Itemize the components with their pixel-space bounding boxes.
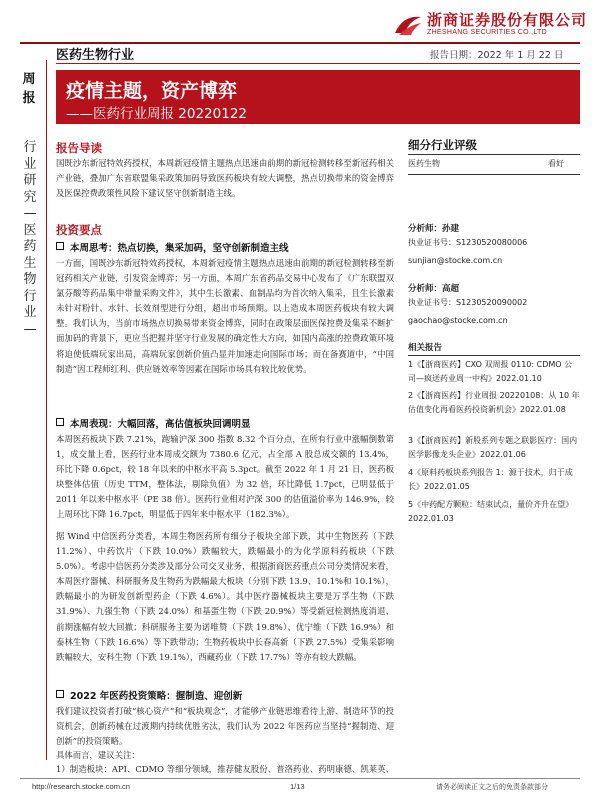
point3-text-3: 1）制造板块：API、CDMO 等细分领域，推荐健友股份、普洛药业、药明康德、凯莱英、 [56, 764, 394, 774]
point3-text-2: 具体而言，建议关注： [56, 750, 140, 760]
report-subtitle: ——医药行业周报 20220122 [66, 106, 248, 122]
bullet-icon [56, 242, 64, 250]
rating-sector: 医药生物 [408, 159, 440, 168]
point3-heading-text: 2022 年医药投资策略：握制造、迎创新 [70, 691, 243, 702]
points-heading: 投资要点 [56, 223, 102, 237]
bullet-icon [56, 690, 64, 698]
footer-url[interactable]: http://research.stocke.com.cn [32, 782, 130, 791]
company-name-en: ZHESHANG SECURITIES CO.,LTD [427, 29, 547, 36]
summary-text: 国既沙东新冠特效药授权，本周新冠疫情主题热点迅速由前期的新冠检测转移至新冠药相关产业链，叠加广东省联盟集采政策加码导致医药板块有较大调整，热点切换带来的资金博弈及医保控费政策性风险下建议坚守创新制造主线。 [56, 158, 394, 199]
footer-page-number: 1/13 [290, 782, 305, 791]
category-vertical-label: 行业研究—医药生物行业— [23, 140, 37, 337]
left-rule [46, 60, 47, 760]
point2-text-continued: 据 Wind 中信医药分类看，本周生物医药所有细分子板块全部下跌，其中生物医药（下跌 11.2%）、中药饮片（下跌 10.0%）跌幅较大，跌幅最小的为化学原料药板块（下跌 5.0%）。考虑中信医药分类涉及部分公司交叉业务，根据浙商医药重点公司分类情况来看，本周医疗器械、科研服务及生物药为跌幅最大板块（分别下跌 13.9、10.1%和 10.1%），跌幅最小的为研发创新型药企（下跌 4.6%）。其中医疗器械板块主要是万孚生物（下跌 31.9%）、九强生物（下跌 24.0%）和基蛋生物（下跌 20.9%）等受新冠检测热度消退、前期涨幅有较大回撤；科研服务主要为诺唯赞（下跌 19.8%）、优宁维（下跌 16.9%）和泰林生物（下跌 16.6%）等下跌带动；生物药板块中长春高新（下跌 27.5%）受集采影响跌幅较大，安科生物（下跌 19.1%），西藏药业（下跌 17.7%）等亦有较大跌幅。 [56, 531, 394, 662]
weekly-label: 周报 [22, 72, 36, 106]
related-item[interactable]: 3《【浙商医药】新股系列专题之联影医疗：国内医学影像龙头企业》2022.01.06 [408, 436, 578, 459]
point1-text: 一方面，国既沙东新冠特效药授权，本周新冠疫情主题热点迅速由前期的新冠检测转移至新冠药相关产业链，引发资金博弈；另一方面，本周广东省药品交易中心发布了《广东联盟双氯芬酸等药品集中带量采购文件》，其中生长激素、血制品均为首次纳入集采，且生长激素未针对粉针、水针、长效剂型进行分组，超出市场预期。以上造成本周医药板块有较大调整。我们认为，当前市场热点切换易带来资金博弈，同时在政策层面医保控费及集采不断扩面加码的背景下，更应当把握并坚守行业发展的确定性大方向，如国内高涨的控费政策环境将迫使低端玩家出局，高端玩家创新价值凸显并加速走向国际市场；而在备赛道中，“中国制造”因工程师红利、供应链效率等因素在国际市场具有较比较优势。 [56, 258, 394, 374]
point1-heading [56, 240, 289, 254]
company-logo [393, 12, 587, 37]
report-date: 报告日期：2022 年 1 月 22 日 [430, 50, 564, 61]
related-item[interactable]: 5《中药配方颗粒：结束试点，量价齐升在望》2022.01.03 [408, 500, 574, 523]
point2-heading [56, 416, 251, 430]
related-heading: 相关报告 [408, 343, 443, 353]
industry-label: 医药生物行业 [56, 48, 135, 63]
point3-heading [56, 688, 242, 702]
analyst2-cert: 执业证书号：S1230520090002 [408, 298, 528, 307]
analyst2-email[interactable]: gaochao@stocke.com.cn [408, 316, 508, 325]
bullet-icon [56, 418, 64, 426]
logo-emblem-icon [393, 13, 423, 37]
analyst2-name: 分析师：高超 [408, 284, 460, 294]
point2-text: 本周医药板块下跌 7.21%，跑输沪深 300 指数 8.32 个百分点，在所有行业中涨幅倒数第 1，成交量上看，医药行业本周成交额为 7380.6 亿元，占全部 A 股总成交额的 13.4%，环比下降 0.6pct，较 18 年以来的中枢水平高 5.3pct。截至 2022 年 1 月 21 日，医药板块整体估值（历史 TTM，整体法，剔除负值）为 32 倍，环比降低 1.7pct，已明显低于 2011 年以来中枢水平（PE 38 倍）。医药行业相对沪深 300 的估值溢价率为 146.9%，较上周环比下降 16.7pct，明显低于四年来中枢水平（182.3%）。 [56, 434, 394, 520]
footer-rule [20, 778, 580, 779]
point2-heading-text: 本周表现：大幅回落，高估值板块回调明显 [70, 419, 251, 430]
summary-heading: 报告导读 [56, 141, 102, 155]
analyst1-name: 分析师：孙建 [408, 224, 460, 234]
analyst1-cert: 执业证书号：S1230520080006 [408, 238, 528, 247]
industry-underline [56, 63, 580, 64]
analyst1-email[interactable]: sunjian@stocke.com.cn [408, 256, 503, 265]
related-item[interactable]: 4《原料药板块系列报告 1：源于技术，归于成长》2022.01.05 [408, 468, 573, 491]
report-title: 疫情主题，资产博弈 [66, 80, 238, 102]
related-item[interactable]: 1《【浙商医药】CXO 双周报 0110: CDMO 公司—疯送药业周一中构》2022.01.10 [408, 360, 573, 383]
related-rule [408, 355, 580, 356]
rating-value: 看好 [548, 159, 564, 168]
rating-bottom-rule [408, 174, 580, 175]
point1-heading-text: 本周思考：热点切换，集采加码，坚守创新制造主线 [70, 243, 289, 254]
rating-top-rule [408, 154, 580, 155]
related-item[interactable]: 2《【浙商医药】行业周报 20220108：从 10 年估值变化再看医药投资新机会》2022.01.08 [408, 391, 580, 414]
point3-text: 我们建议投资者打破“核心资产”和“板块观念”，才能够产业链思维看待上游、制造环节的投资机会，创新药械在过渡期内持续优胜劣汰，我们认为 2022 年医药应当坚持“握制造、迎创新”的投资策略。 [56, 706, 394, 747]
footer-disclaimer: 请务必阅读正文之后的免责条款部分 [436, 783, 548, 791]
rating-heading: 细分行业评级 [408, 138, 477, 152]
company-name-cn: 浙商证券股份有限公司 [427, 11, 588, 29]
